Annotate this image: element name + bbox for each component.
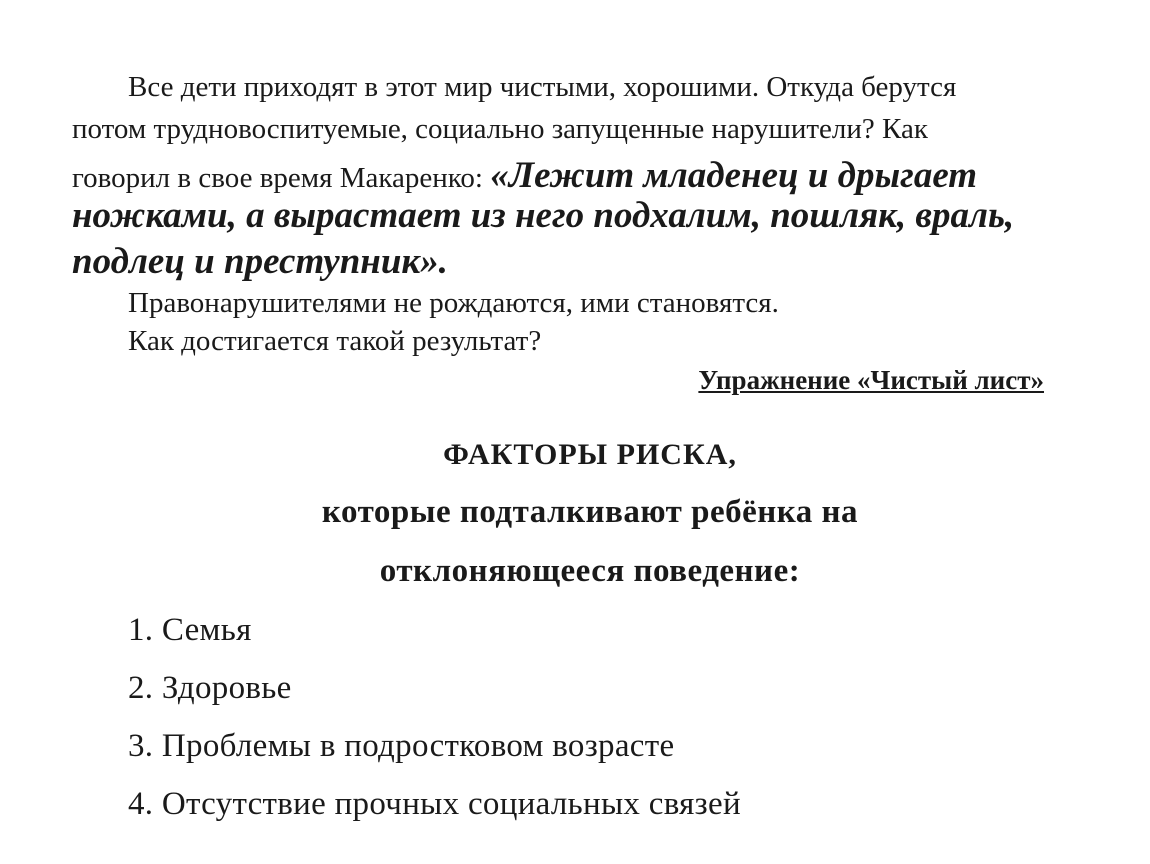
makarenko-quote-part-1: «Лежит младенец и дрыгает [490,155,978,196]
risk-factors-heading: ФАКТОРЫ РИСКА, [443,438,737,471]
risk-factor-item-4: 4. Отсутствие прочных социальных связей [128,786,741,822]
intro-line-4: Правонарушителями не рождаются, ими становятся. [128,287,779,319]
makarenko-quote-part-2: ножками, а вырастает из него подхалим, пошляк, враль, [72,195,1015,236]
risk-factors-subheading-2: отклоняющееся поведение: [379,553,801,589]
intro-line-2: потом трудновоспитуемые, социально запущенные нарушители? Как [72,113,928,145]
risk-factor-item-2: 2. Здоровье [128,670,292,706]
risk-factor-item-3: 3. Проблемы в подростковом возрасте [128,728,675,764]
risk-factor-item-1: 1. Семья [128,612,252,648]
intro-line-5: Как достигается такой результат? [128,325,542,357]
risk-factors-subheading-1: которые подталкивают ребёнка на [321,494,859,530]
intro-line-3-text: говорил в свое время Макаренко: [72,162,491,194]
makarenko-quote-part-3: подлец и преступник». [72,241,448,282]
exercise-title: Упражнение «Чистый лист» [698,365,1044,395]
intro-line-1: Все дети приходят в этот мир чистыми, хорошими. Откуда берутся [128,71,957,103]
intro-line-3 [72,154,977,198]
